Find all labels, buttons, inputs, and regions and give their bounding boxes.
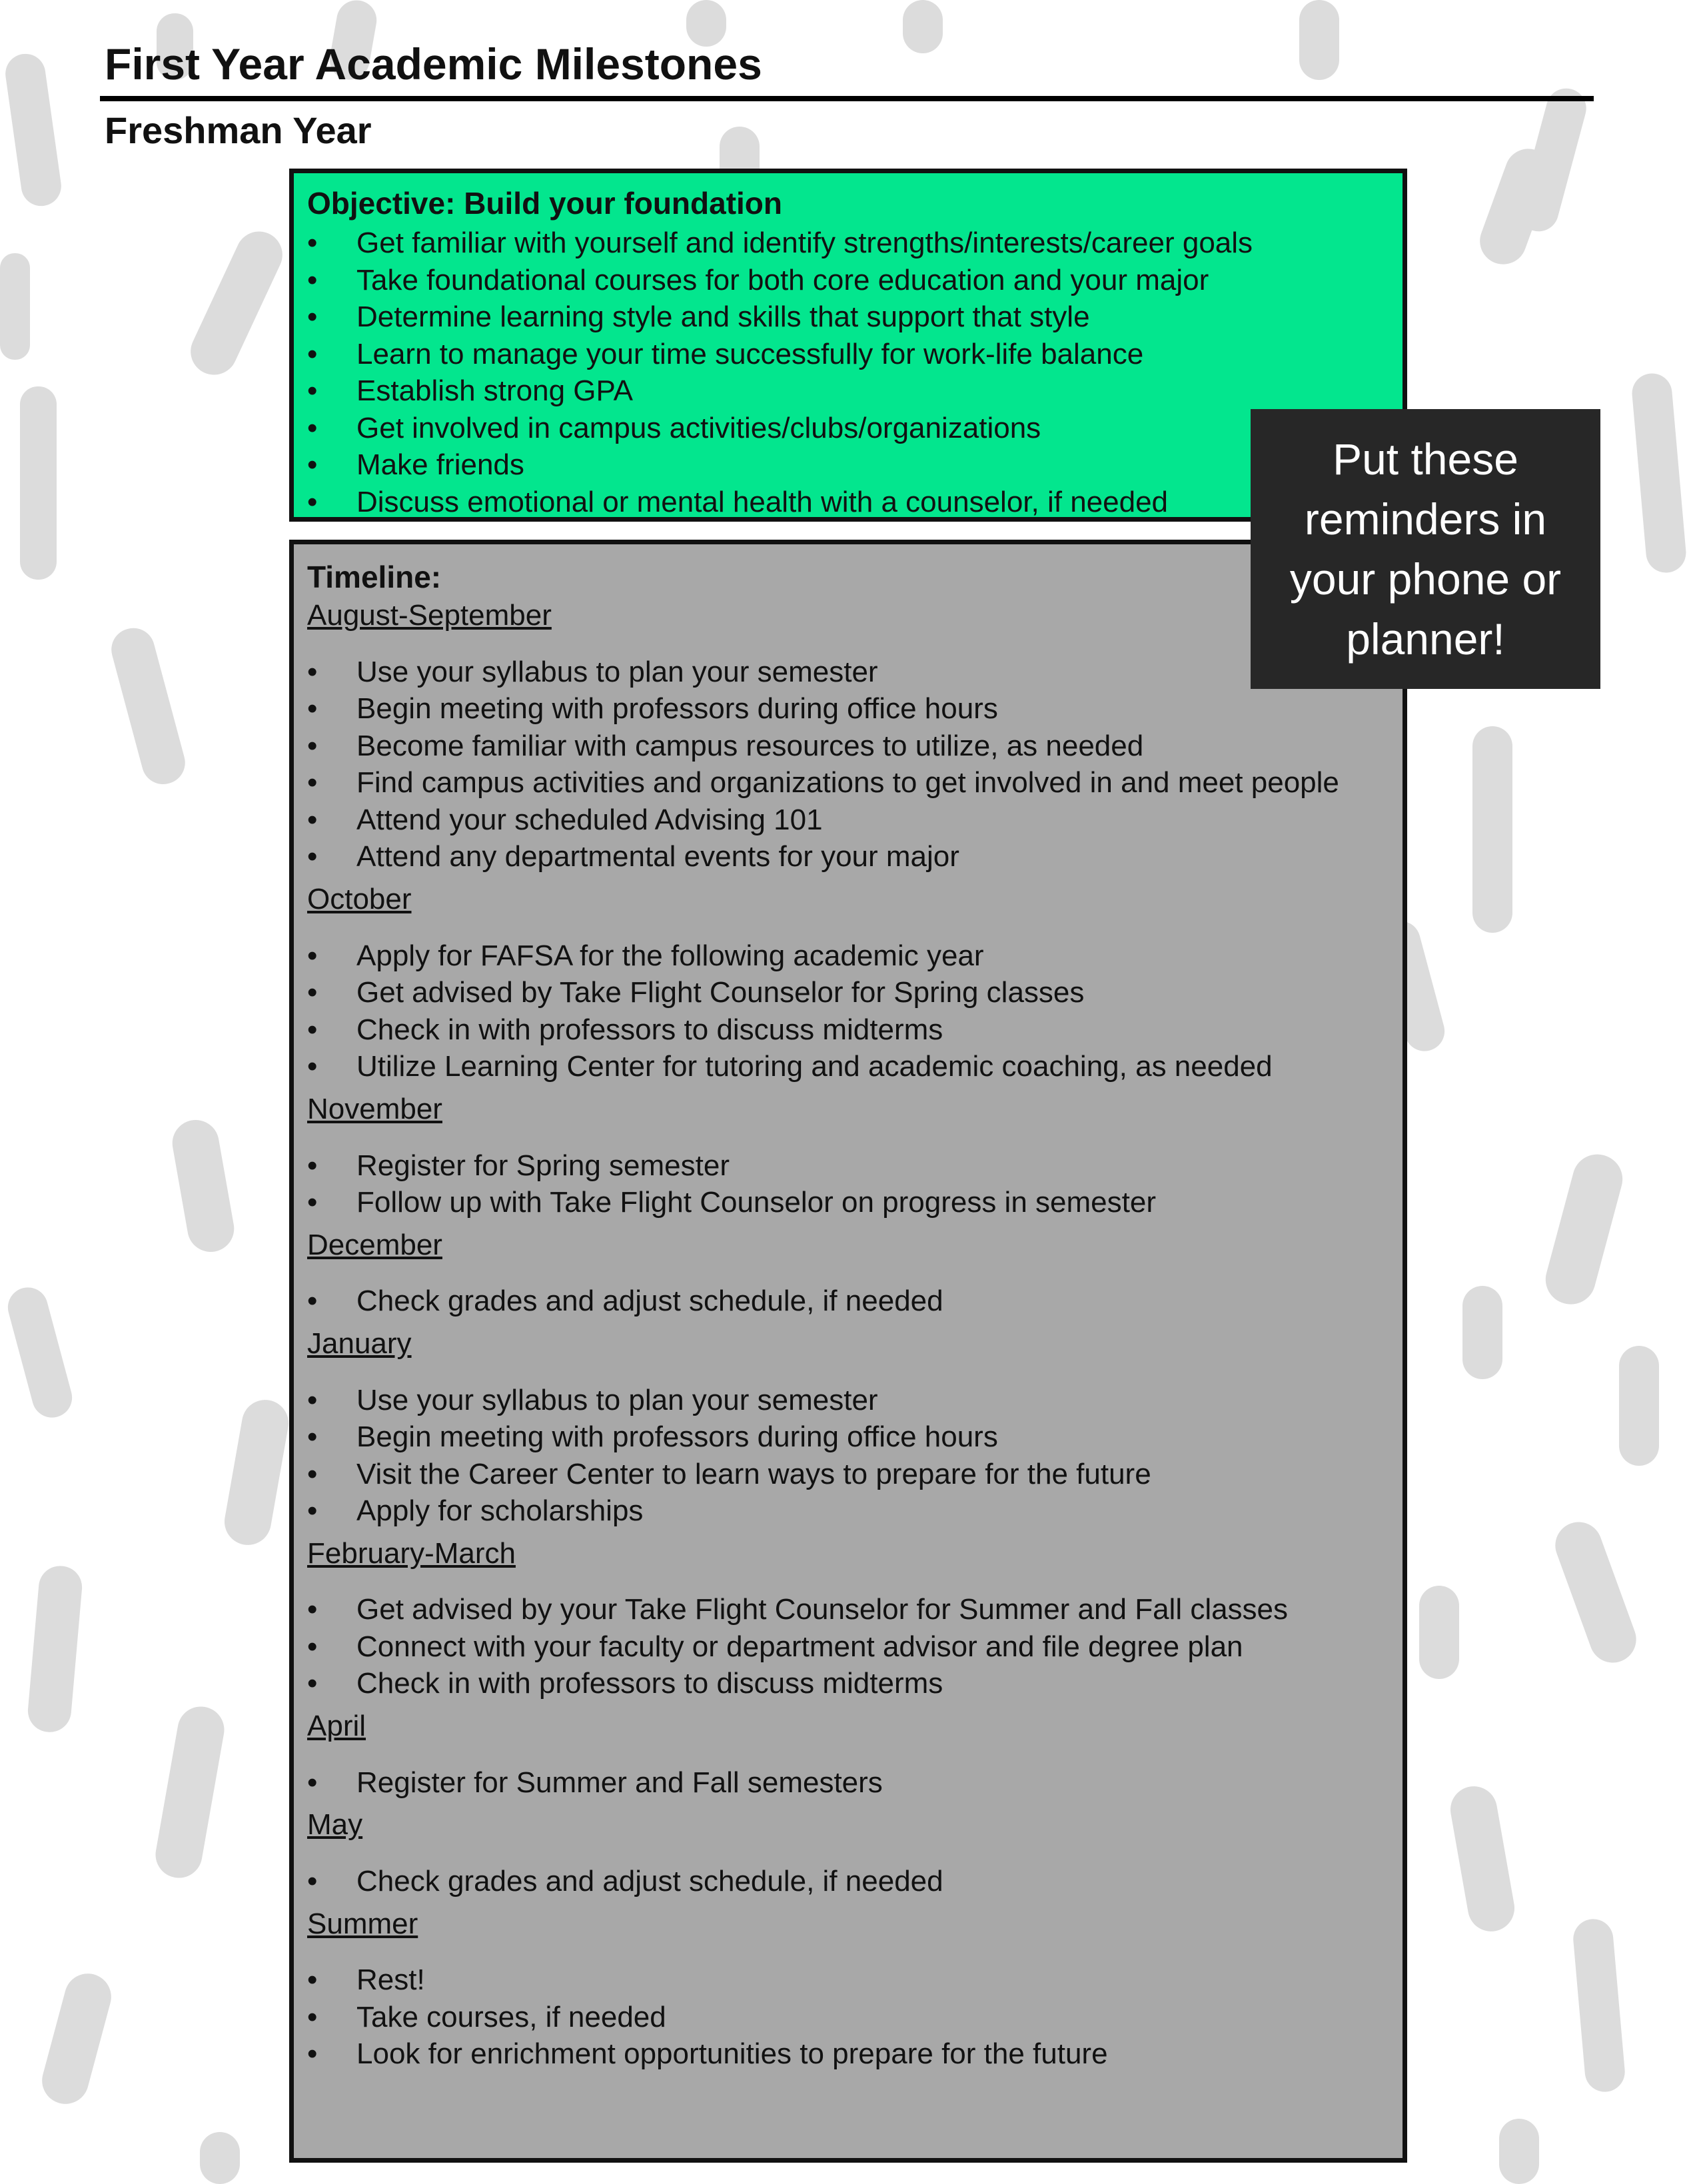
- list-item: • Use your syllabus to plan your semester: [307, 654, 1389, 691]
- decor-dash: [903, 0, 943, 53]
- objective-box: [289, 169, 1407, 522]
- decor-dash: [1419, 1586, 1459, 1679]
- decor-dash: [221, 1396, 292, 1549]
- list-item: • Check grades and adjust schedule, if needed: [307, 1283, 1389, 1320]
- decor-dash: [1499, 2119, 1539, 2184]
- decor-dash: [183, 224, 290, 382]
- objective-heading: Objective: Build your foundation: [307, 186, 782, 221]
- month-heading: April: [307, 1709, 366, 1742]
- timeline-heading: Timeline:: [307, 560, 442, 594]
- list-item: • Make friends: [307, 446, 1389, 484]
- list-item: • Get advised by your Take Flight Counselor for Summer and Fall classes: [307, 1591, 1389, 1628]
- month-heading: February-March: [307, 1536, 516, 1570]
- list-item: • Discuss emotional or mental health with a counselor, if needed: [307, 484, 1389, 521]
- list-item: • Take foundational courses for both core education and your major: [307, 262, 1389, 299]
- list-item: • Register for Summer and Fall semesters: [307, 1764, 1389, 1802]
- list-item: • Visit the Career Center to learn ways to prepare for the future: [307, 1456, 1389, 1493]
- month-heading: Summer: [307, 1907, 418, 1940]
- month-list: [307, 654, 1389, 875]
- decor-dash: [3, 1283, 77, 1422]
- decor-dash: [1462, 1286, 1502, 1379]
- list-item: • Apply for scholarships: [307, 1492, 1389, 1530]
- month-list: [307, 937, 1389, 1085]
- list-item: • Get familiar with yourself and identify strengths/interests/career goals: [307, 225, 1389, 262]
- list-item: • Register for Spring semester: [307, 1147, 1389, 1185]
- month-list: [307, 1591, 1389, 1702]
- month-list: [307, 1961, 1389, 2073]
- timeline-box: [289, 540, 1407, 2163]
- title-divider: [100, 96, 1594, 101]
- reminder-text: Put these reminders in your phone or planner!: [1289, 434, 1562, 664]
- list-item: • Get advised by Take Flight Counselor for Spring classes: [307, 974, 1389, 1011]
- list-item: • Attend your scheduled Advising 101: [307, 802, 1389, 839]
- decor-dash: [0, 253, 30, 360]
- month-heading: November: [307, 1092, 442, 1125]
- decor-dash: [1572, 1917, 1626, 2093]
- list-item: • Get involved in campus activities/clubs/organizations: [307, 410, 1389, 447]
- month-list: [307, 1382, 1389, 1530]
- decor-dash: [26, 1564, 84, 1734]
- list-item: • Establish strong GPA: [307, 372, 1389, 410]
- decor-dash: [152, 1703, 228, 1882]
- list-item: • Look for enrichment opportunities to prepare for the future: [307, 2035, 1389, 2073]
- decor-dash: [200, 2132, 240, 2184]
- decor-dash: [37, 1968, 116, 2109]
- list-item: • Check grades and adjust schedule, if needed: [307, 1863, 1389, 1900]
- list-item: • Determine learning style and skills that support that style: [307, 298, 1389, 336]
- month-list: [307, 1147, 1389, 1221]
- decor-dash: [1446, 1783, 1518, 1935]
- decor-dash: [169, 1116, 238, 1255]
- list-item: • Follow up with Take Flight Counselor on progress in semester: [307, 1184, 1389, 1221]
- list-item: • Check in with professors to discuss midterms: [307, 1665, 1389, 1702]
- decor-dash: [3, 51, 63, 209]
- list-item: • Use your syllabus to plan your semester: [307, 1382, 1389, 1419]
- decor-dash: [1299, 0, 1339, 80]
- list-item: • Learn to manage your time successfully for work-life balance: [307, 336, 1389, 373]
- list-item: • Find campus activities and organizations to get involved in and meet people: [307, 764, 1389, 802]
- month-heading: January: [307, 1327, 412, 1360]
- month-heading: December: [307, 1228, 442, 1261]
- page-subtitle: Freshman Year: [105, 109, 372, 151]
- month-list: [307, 1863, 1389, 1900]
- decor-dash: [1540, 1149, 1628, 1310]
- decor-dash: [1630, 372, 1688, 574]
- list-item: • Attend any departmental events for your major: [307, 838, 1389, 875]
- decor-dash: [1548, 1516, 1642, 1670]
- month-heading: October: [307, 882, 412, 915]
- list-item: • Apply for FAFSA for the following academic year: [307, 937, 1389, 975]
- list-item: • Begin meeting with professors during office hours: [307, 690, 1389, 728]
- decor-dash: [1619, 1346, 1659, 1466]
- list-item: • Rest!: [307, 1961, 1389, 1999]
- month-list: [307, 1764, 1389, 1802]
- page-title: First Year Academic Milestones: [105, 39, 762, 89]
- list-item: • Check in with professors to discuss midterms: [307, 1011, 1389, 1049]
- month-heading: August-September: [307, 599, 552, 632]
- list-item: • Become familiar with campus resources to utilize, as needed: [307, 728, 1389, 765]
- objective-list: [307, 225, 1389, 520]
- decor-dash: [107, 624, 190, 790]
- decor-dash: [20, 386, 57, 580]
- month-heading: May: [307, 1808, 363, 1842]
- decor-dash: [1472, 726, 1512, 933]
- list-item: • Begin meeting with professors during office hours: [307, 1418, 1389, 1456]
- list-item: • Utilize Learning Center for tutoring and academic coaching, as needed: [307, 1048, 1389, 1085]
- reminder-callout: [1251, 409, 1600, 689]
- list-item: • Take courses, if needed: [307, 1999, 1389, 2036]
- list-item: • Connect with your faculty or department advisor and file degree plan: [307, 1628, 1389, 1666]
- month-list: [307, 1283, 1389, 1320]
